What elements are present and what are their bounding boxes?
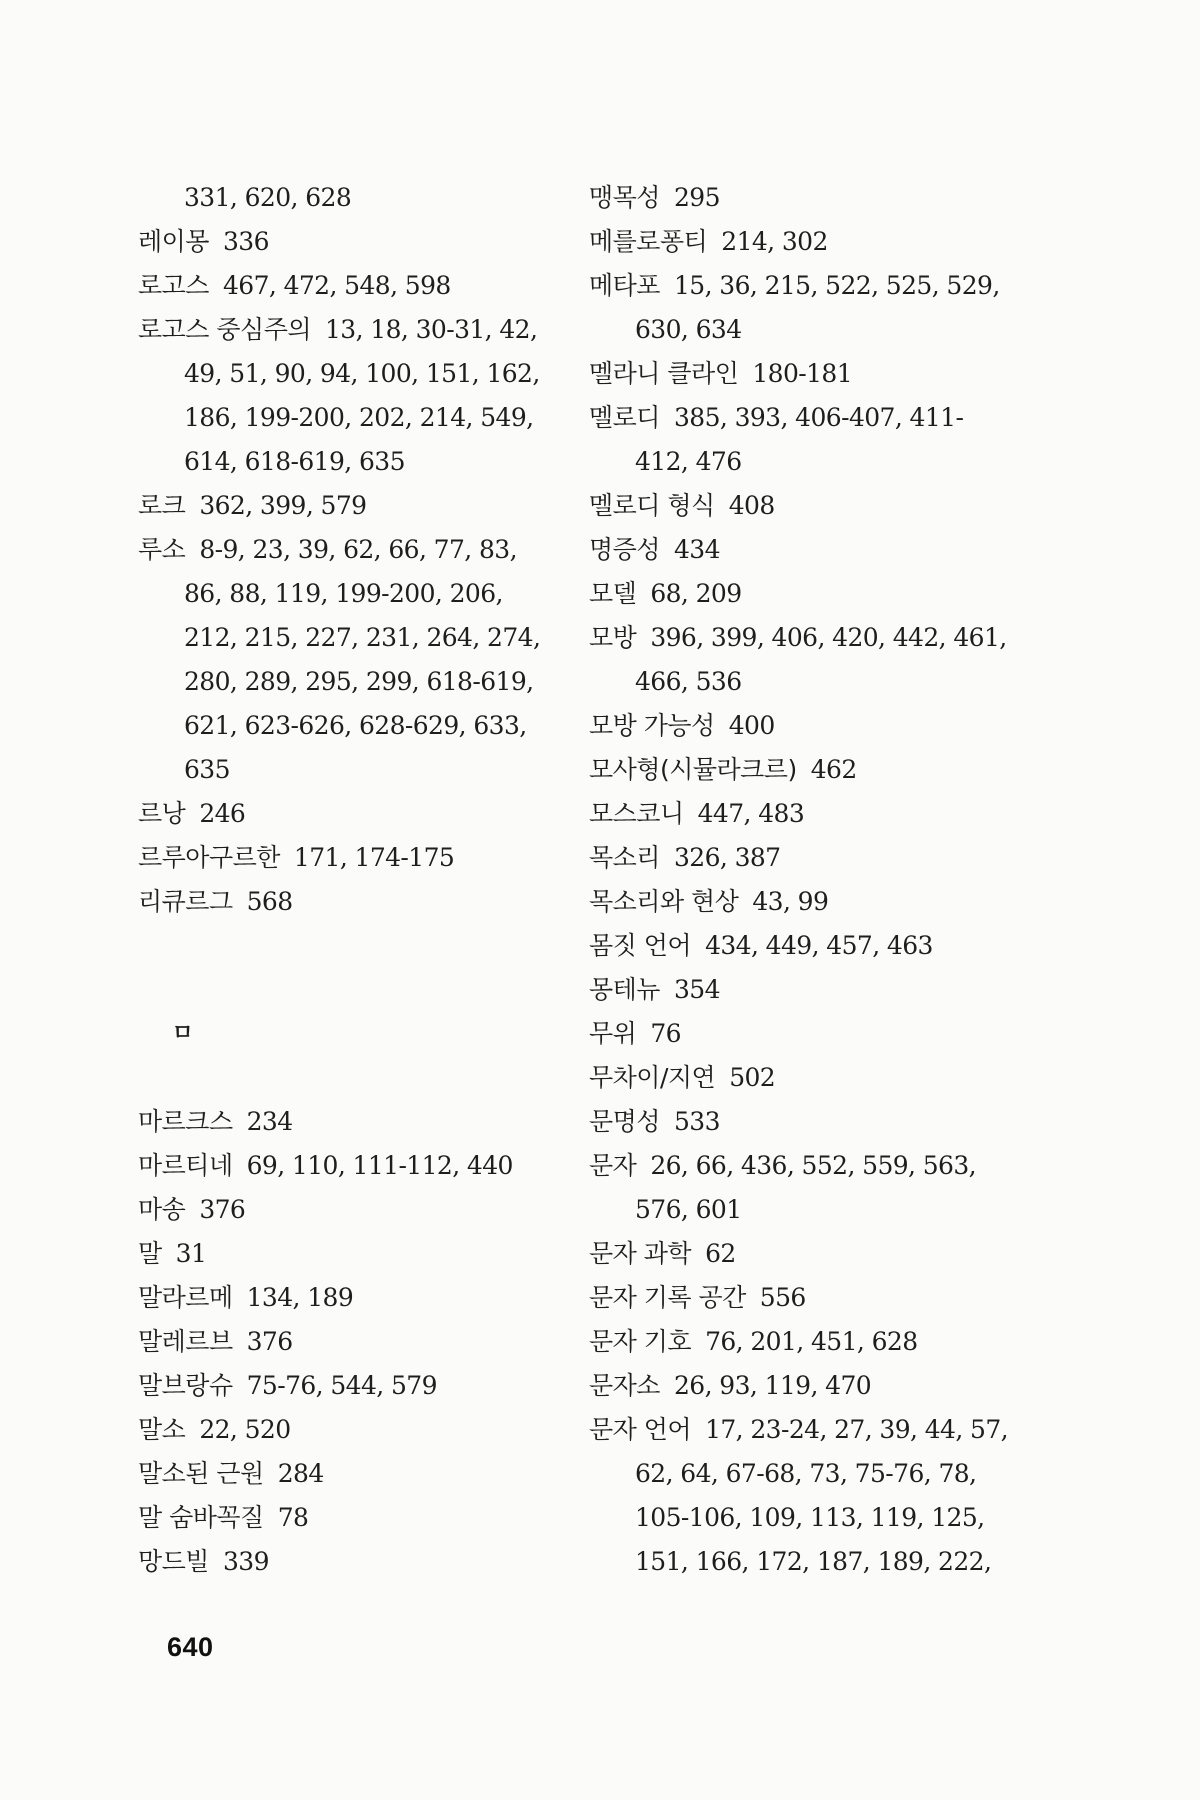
index-term: 멜로디 xyxy=(589,403,660,432)
index-term: 말소 xyxy=(138,1415,186,1444)
index-term: 마르티네 xyxy=(138,1151,233,1180)
index-entry xyxy=(589,792,1019,836)
page-references: 396, 399, 406, 420, 442, 461, xyxy=(650,623,1007,652)
index-term: 문명성 xyxy=(589,1107,660,1136)
index-term: 리큐르그 xyxy=(138,887,233,916)
page-references: 434, 449, 457, 463 xyxy=(705,931,933,960)
index-entry xyxy=(138,1276,568,1320)
index-entry xyxy=(589,1364,1019,1408)
page-references: 336 xyxy=(222,227,269,256)
page-references: 447, 483 xyxy=(697,799,805,828)
page-references: 376 xyxy=(199,1195,246,1224)
index-term: 몽테뉴 xyxy=(589,975,660,1004)
index-term: 목소리 xyxy=(589,843,660,872)
page-references: 614, 618-619, 635 xyxy=(184,447,405,476)
index-entry xyxy=(138,1364,568,1408)
page-references: 568 xyxy=(246,887,293,916)
index-entry-continuation xyxy=(138,176,568,220)
index-term: 문자 xyxy=(589,1151,637,1180)
index-term: 말라르메 xyxy=(138,1283,233,1312)
page-references: 62 xyxy=(705,1239,736,1268)
index-entry-continuation xyxy=(589,1540,1019,1584)
index-term: 멜라니 클라인 xyxy=(589,359,739,388)
page-references: 400 xyxy=(728,711,775,740)
page-references: 105-106, 109, 113, 119, 125, xyxy=(635,1503,985,1532)
index-entry xyxy=(138,264,568,308)
index-entry-continuation xyxy=(138,660,568,704)
page-references: 326, 387 xyxy=(673,843,781,872)
index-entry xyxy=(589,352,1019,396)
page-references: 26, 93, 119, 470 xyxy=(673,1371,872,1400)
index-entry xyxy=(138,792,568,836)
page-references: 412, 476 xyxy=(635,447,742,476)
index-entry xyxy=(138,1144,568,1188)
page-references: 8-9, 23, 39, 62, 66, 77, 83, xyxy=(199,535,517,564)
index-entry xyxy=(138,1232,568,1276)
index-entry xyxy=(589,704,1019,748)
index-entry-continuation xyxy=(589,308,1019,352)
page-references: 630, 634 xyxy=(635,315,742,344)
index-entry-continuation xyxy=(589,660,1019,704)
page-references: 214, 302 xyxy=(721,227,828,256)
page-references: 462 xyxy=(810,755,857,784)
index-term: 말브랑슈 xyxy=(138,1371,233,1400)
index-term: 루소 xyxy=(138,535,186,564)
index-entry xyxy=(138,836,568,880)
index-term: 명증성 xyxy=(589,535,660,564)
index-entry xyxy=(589,484,1019,528)
index-entry xyxy=(589,968,1019,1012)
page-references: 621, 623-626, 628-629, 633, xyxy=(184,711,527,740)
index-entry-continuation xyxy=(138,352,568,396)
index-column-right xyxy=(589,176,1019,1584)
index-column-left xyxy=(138,176,568,1584)
blank-line xyxy=(138,968,568,1012)
index-term: 문자소 xyxy=(589,1371,660,1400)
page-references: 385, 393, 406-407, 411- xyxy=(673,403,964,432)
page-references: 556 xyxy=(759,1283,806,1312)
index-entry xyxy=(589,572,1019,616)
page-references: 49, 51, 90, 94, 100, 151, 162, xyxy=(184,359,540,388)
index-entry xyxy=(589,528,1019,572)
index-entry xyxy=(589,1408,1019,1452)
index-term: 말 xyxy=(138,1239,162,1268)
page-references: 22, 520 xyxy=(199,1415,291,1444)
page-references: 62, 64, 67-68, 73, 75-76, 78, xyxy=(635,1459,977,1488)
index-entry xyxy=(589,1100,1019,1144)
index-term: 무위 xyxy=(589,1019,637,1048)
index-term: 로크 xyxy=(138,491,186,520)
index-entry xyxy=(138,1540,568,1584)
index-entry xyxy=(589,396,1019,440)
index-entry xyxy=(138,1188,568,1232)
page-references: 362, 399, 579 xyxy=(199,491,367,520)
page-references: 151, 166, 172, 187, 189, 222, xyxy=(635,1547,992,1576)
blank-line xyxy=(138,1056,568,1100)
index-term: 레이몽 xyxy=(138,227,209,256)
index-entry-continuation xyxy=(138,616,568,660)
index-entry xyxy=(138,1496,568,1540)
section-heading: ㅁ xyxy=(172,1021,194,1046)
index-term: 메를로퐁티 xyxy=(589,227,708,256)
index-entry xyxy=(589,264,1019,308)
page-references: 68, 209 xyxy=(650,579,742,608)
index-term: 문자 기록 공간 xyxy=(589,1283,746,1312)
page-references: 78 xyxy=(277,1503,309,1532)
index-entry-continuation xyxy=(138,704,568,748)
page-references: 339 xyxy=(222,1547,269,1576)
index-entry xyxy=(589,1276,1019,1320)
page-references: 13, 18, 30-31, 42, xyxy=(325,315,538,344)
blank-line xyxy=(138,924,568,968)
index-term: 맹목성 xyxy=(589,183,660,212)
index-entry xyxy=(138,528,568,572)
index-entry xyxy=(589,836,1019,880)
page-references: 75-76, 544, 579 xyxy=(246,1371,437,1400)
index-entry xyxy=(138,1408,568,1452)
page-references: 180-181 xyxy=(752,359,853,388)
index-term: 말 숨바꼭질 xyxy=(138,1503,264,1532)
index-term: 모스코니 xyxy=(589,799,684,828)
index-entry xyxy=(589,1232,1019,1276)
page-references: 76 xyxy=(650,1019,681,1048)
index-entry xyxy=(589,220,1019,264)
page-references: 408 xyxy=(728,491,775,520)
index-entry-continuation xyxy=(138,572,568,616)
page-references: 331, 620, 628 xyxy=(184,183,352,212)
index-entry-continuation xyxy=(138,396,568,440)
page-references: 467, 472, 548, 598 xyxy=(222,271,451,300)
index-term: 문자 과학 xyxy=(589,1239,692,1268)
index-term: 문자 언어 xyxy=(589,1415,692,1444)
page-references: 284 xyxy=(277,1459,324,1488)
index-entry xyxy=(138,1452,568,1496)
index-entry-continuation xyxy=(589,1452,1019,1496)
page-references: 533 xyxy=(673,1107,720,1136)
index-entry xyxy=(589,1320,1019,1364)
page-references: 171, 174-175 xyxy=(293,843,455,872)
index-entry xyxy=(138,1320,568,1364)
page-references: 134, 189 xyxy=(246,1283,354,1312)
page-references: 234 xyxy=(246,1107,293,1136)
index-entry xyxy=(138,880,568,924)
index-entry xyxy=(138,484,568,528)
index-entry xyxy=(138,220,568,264)
index-term: 마송 xyxy=(138,1195,186,1224)
index-term: 로고스 xyxy=(138,271,209,300)
index-term: 멜로디 형식 xyxy=(589,491,715,520)
page-references: 354 xyxy=(673,975,720,1004)
index-entry-continuation xyxy=(138,440,568,484)
page-number: 640 xyxy=(167,1632,214,1662)
page-references: 212, 215, 227, 231, 264, 274, xyxy=(184,623,541,652)
index-term: 로고스 중심주의 xyxy=(138,315,311,344)
index-entry-continuation xyxy=(589,1188,1019,1232)
index-term: 말소된 근원 xyxy=(138,1459,264,1488)
page-references: 466, 536 xyxy=(635,667,742,696)
page-references: 26, 66, 436, 552, 559, 563, xyxy=(650,1151,977,1180)
index-entry-continuation xyxy=(589,1496,1019,1540)
index-term: 무차이/지연 xyxy=(589,1063,716,1092)
index-term: 메타포 xyxy=(589,271,660,300)
page-references: 502 xyxy=(729,1063,776,1092)
page-references: 280, 289, 295, 299, 618-619, xyxy=(184,667,534,696)
page-references: 31 xyxy=(175,1239,207,1268)
index-entry xyxy=(589,924,1019,968)
page-references: 246 xyxy=(199,799,246,828)
page-references: 17, 23-24, 27, 39, 44, 57, xyxy=(705,1415,1009,1444)
page-references: 434 xyxy=(673,535,720,564)
page-references: 376 xyxy=(246,1327,293,1356)
index-term: 모방 xyxy=(589,623,637,652)
index-entry xyxy=(589,1012,1019,1056)
index-term: 말레르브 xyxy=(138,1327,233,1356)
page-references: 86, 88, 119, 199-200, 206, xyxy=(184,579,503,608)
index-term: 모방 가능성 xyxy=(589,711,715,740)
index-entry xyxy=(589,748,1019,792)
page-references: 186, 199-200, 202, 214, 549, xyxy=(184,403,534,432)
index-entry-continuation xyxy=(589,440,1019,484)
index-entry xyxy=(589,176,1019,220)
page-references: 69, 110, 111-112, 440 xyxy=(246,1151,513,1180)
page-references: 576, 601 xyxy=(635,1195,742,1224)
index-term: 문자 기호 xyxy=(589,1327,692,1356)
index-term: 몸짓 언어 xyxy=(589,931,692,960)
page-references: 76, 201, 451, 628 xyxy=(705,1327,918,1356)
page-references: 15, 36, 215, 522, 525, 529, xyxy=(673,271,1000,300)
index-term: 모사형(시뮬라크르) xyxy=(589,755,797,784)
index-entry xyxy=(138,308,568,352)
index-entry xyxy=(138,1100,568,1144)
index-term: 모델 xyxy=(589,579,637,608)
index-term: 르루아구르한 xyxy=(138,843,280,872)
index-entry xyxy=(589,880,1019,924)
index-entry xyxy=(589,1056,1019,1100)
index-term: 목소리와 현상 xyxy=(589,887,739,916)
index-entry-continuation xyxy=(138,748,568,792)
page-references: 43, 99 xyxy=(752,887,829,916)
index-term: 르낭 xyxy=(138,799,186,828)
index-entry xyxy=(589,616,1019,660)
index-term: 망드빌 xyxy=(138,1547,209,1576)
index-entry xyxy=(589,1144,1019,1188)
page-references: 635 xyxy=(184,755,230,784)
index-term: 마르크스 xyxy=(138,1107,233,1136)
page-references: 295 xyxy=(673,183,720,212)
